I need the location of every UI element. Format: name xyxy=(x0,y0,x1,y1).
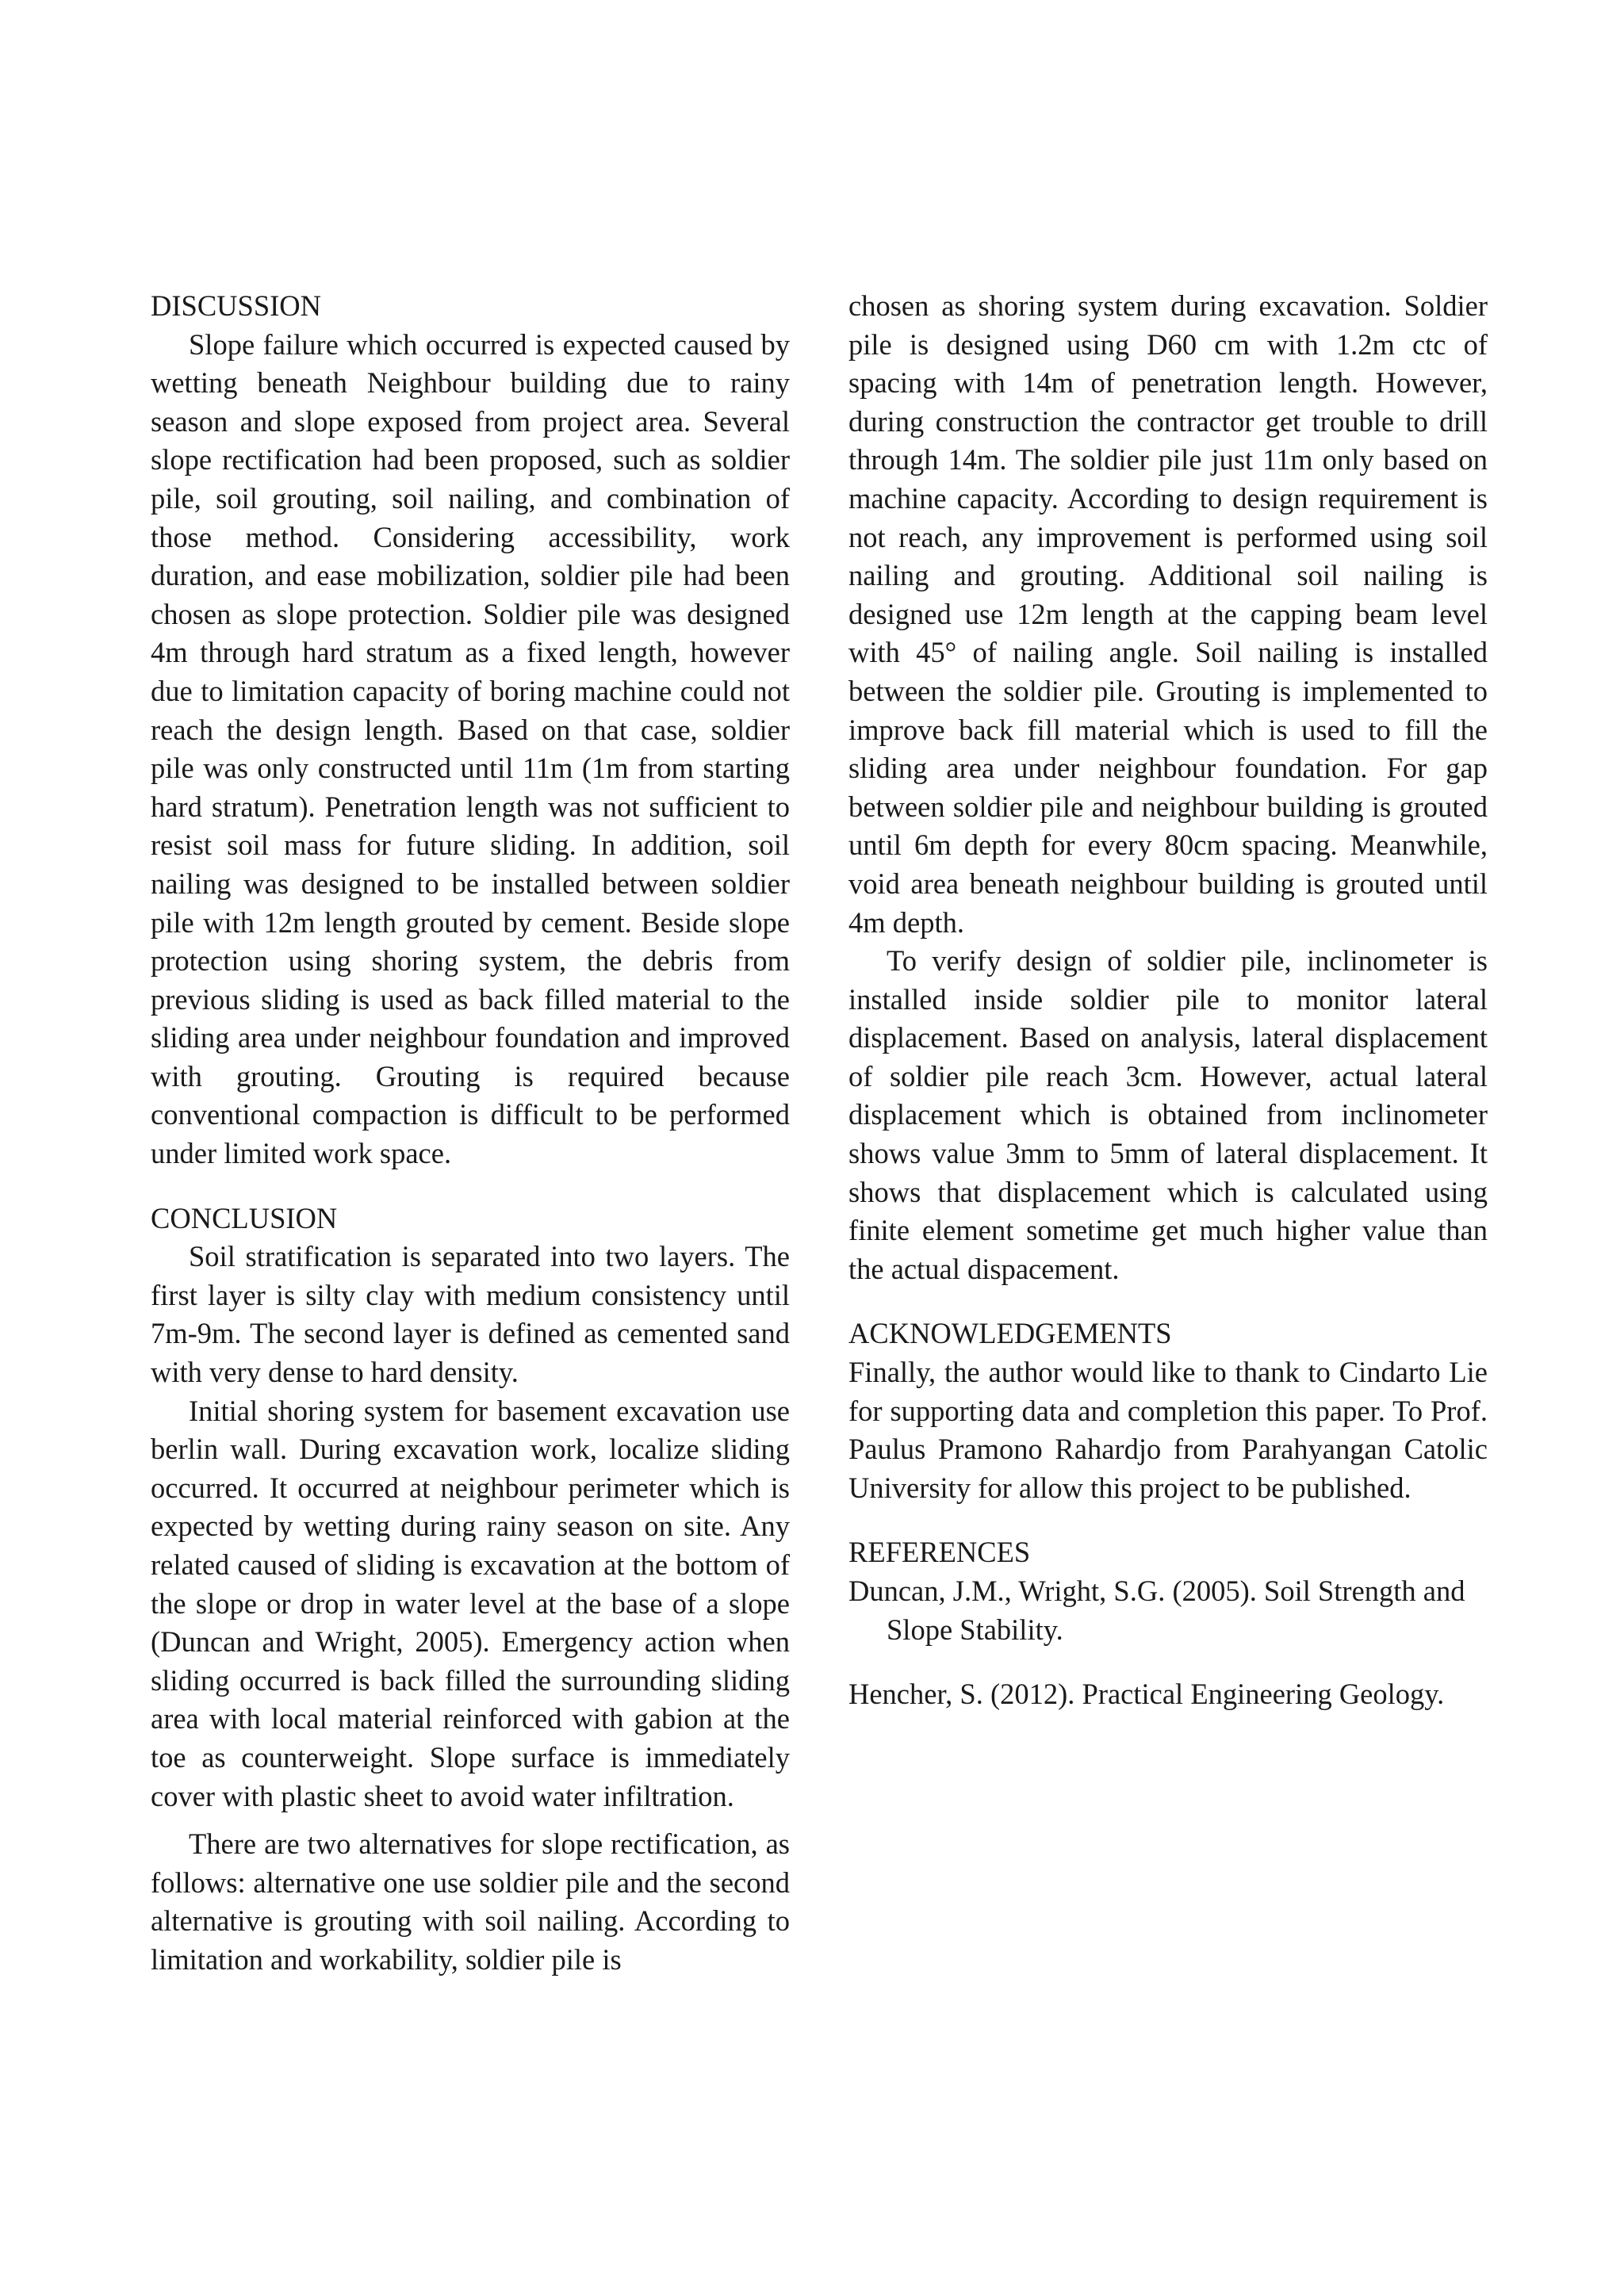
reference-item: Hencher, S. (2012). Practical Engineering Geology. xyxy=(848,1678,1445,1711)
reference-spacer xyxy=(848,1649,1488,1675)
references-heading: REFERENCES xyxy=(848,1536,1031,1569)
paragraph-spacer xyxy=(151,1816,790,1825)
acknowledgements-heading: ACKNOWLEDGEMENTS xyxy=(848,1317,1172,1350)
conclusion-paragraph-2: Initial shoring system for basement excavation use berlin wall. During excavation work, localize sliding occurred. It occurred at neighbour perimeter which is expected by wetting during rainy season on site. Any related caused of sliding is excavation at the bottom of the slope or drop in water level at the base of a slope (Duncan and Wright, 2005). Emergency action when sliding occurred is back filled the surrounding sliding area with local material reinforced with gabion at the toe as counterweight. Slope surface is immediately cover with plastic sheet to avoid water infiltration. xyxy=(151,1394,790,1812)
continued-paragraph: chosen as shoring system during excavation. Soldier pile is designed using D60 cm with 1.2m ctc of spacing with 14m of penetration length. However, during construction the contractor get trouble to drill through 14m. The soldier pile just 11m only based on machine capacity. According to design requirement is not reach, any improvement is performed using soil nailing and grouting. Additional soil nailing is designed use 12m length at the capping beam level with 45° of nailing angle. Soil nailing is installed between the soldier pile. Grouting is implemented to improve back fill material which is used to fill the sliding area under neighbour foundation. For gap between soldier pile and neighbour building is grouted until 6m depth for every 80cm spacing. Meanwhile, void area beneath neighbour building is grouted until 4m depth. xyxy=(848,289,1488,939)
section-spacer xyxy=(151,1173,790,1200)
conclusion-paragraph-1: Soil stratification is separated into two layers. The first layer is silty clay with medium consistency until 7m-9m. The second layer is defined as cemented sand with very dense to hard density. xyxy=(151,1240,790,1389)
discussion-heading: DISCUSSION xyxy=(151,289,321,322)
conclusion-heading: CONCLUSION xyxy=(151,1201,338,1234)
left-column xyxy=(151,287,790,1980)
conclusion-paragraph-3: There are two alternatives for slope rectification, as follows: alternative one use soldier pile and the second alternative is grouting with soil nailing. According to limitation and workability, soldier pile is xyxy=(151,1827,790,1976)
acknowledgements-paragraph: Finally, the author would like to thank to Cindarto Lie for supporting data and completion this paper. To Prof. Paulus Pramono Rahardjo from Parahyangan Catolic University for allow this project to be published. xyxy=(848,1356,1488,1504)
discussion-paragraph: Slope failure which occurred is expected caused by wetting beneath Neighbour building due to rainy season and slope exposed from project area. Several slope rectification had been proposed, such as soldier pile, soil grouting, soil nailing, and combination of those method. Considering accessibility, work duration, and ease mobilization, soldier pile had been chosen as slope protection. Soldier pile was designed 4m through hard stratum as a fixed length, however due to limitation capacity of boring machine could not reach the design length. Based on that case, soldier pile was only constructed until 11m (1m from starting hard stratum). Penetration length was not sufficient to resist soil mass for future sliding. In addition, soil nailing was designed to be installed between soldier pile with 12m length grouted by cement. Beside slope protection using shoring system, the debris from previous sliding is used as back filled material to the sliding area under neighbour foundation and improved with grouting. Grouting is required because conventional compaction is difficult to be performed under limited work space. xyxy=(151,327,790,1170)
inclinometer-paragraph: To verify design of soldier pile, inclinometer is installed inside soldier pile to monitor lateral displacement. Based on analysis, lateral displacement of soldier pile reach 3cm. However, actual lateral displacement which is obtained from inclinometer shows value 3mm to 5mm of lateral displacement. It shows that displacement which is calculated using finite element sometime get much higher value than the actual dispacement. xyxy=(848,944,1488,1285)
reference-item: Duncan, J.M., Wright, S.G. (2005). Soil Strength and Slope Stability. xyxy=(848,1575,1465,1646)
right-column xyxy=(848,287,1488,1714)
section-spacer xyxy=(848,1288,1488,1314)
section-spacer xyxy=(848,1507,1488,1533)
